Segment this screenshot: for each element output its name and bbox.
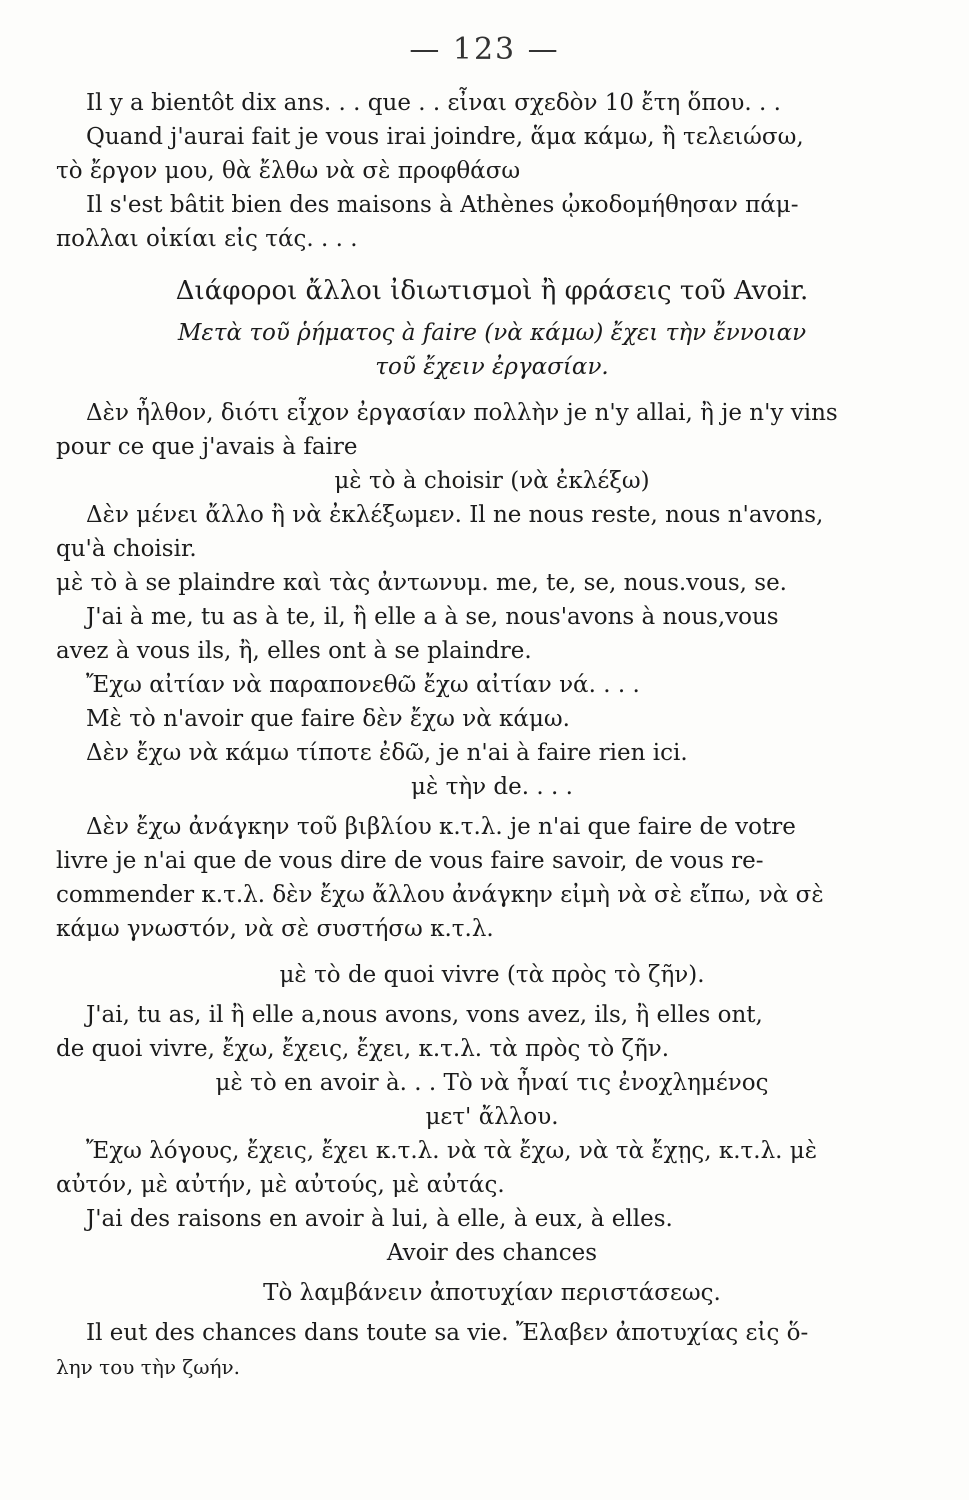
- subheading: μὲ τὴν de. . . .: [411, 774, 573, 800]
- text-line: αὐτόν, μὲ αὐτήν, μὲ αὐτούς, μὲ αὐτάς.: [56, 1172, 505, 1198]
- text-line: μὲ τὸ à se plaindre καὶ τὰς ἀντωνυμ. me, te, se, nous.vous, se.: [56, 570, 787, 596]
- text-line: commender κ.τ.λ. δὲν ἔχω ἄλλου ἀνάγκην εἰμὴ νὰ σὲ εἴπω, νὰ σὲ: [56, 882, 824, 908]
- text-line: Ἔχω λόγους, ἔχεις, ἔχει κ.τ.λ. νὰ τὰ ἔχω, νὰ τὰ ἔχῃς, κ.τ.λ. μὲ: [86, 1138, 818, 1164]
- text-line: J'ai, tu as, il ἢ elle a,nous avons, vons avez, ils, ἢ elles ont,: [86, 1002, 763, 1028]
- text-line: Quand j'aurai fait je vous irai joindre, ἅμα κάμω, ἢ τελειώσω,: [86, 124, 804, 150]
- text-line: Δὲν ἦλθον, διότι εἶχον ἐργασίαν πολλὴν je n'y allai, ἢ je n'y vins: [86, 400, 838, 426]
- text-line: Δὲν μένει ἄλλο ἢ νὰ ἐκλέξωμεν. Il ne nous reste, nous n'avons,: [86, 502, 824, 528]
- page-number: — 123 —: [409, 32, 560, 67]
- text-line: Il y a bientôt dix ans. . . que . . εἶναι σχεδὸν 10 ἔτη ὅπου. . .: [86, 90, 781, 116]
- text-line: Il eut des chances dans toute sa vie. Ἔλαβεν ἀποτυχίας εἰς ὅ-: [86, 1320, 809, 1346]
- text-line: πολλαι οἰκίαι εἰς τάς. . . .: [56, 226, 358, 252]
- subheading: Avoir des chances: [386, 1240, 598, 1266]
- text-line: J'ai des raisons en avoir à lui, à elle, à eux, à elles.: [86, 1206, 673, 1232]
- text-line: Μὲ τὸ n'avoir que faire δὲν ἔχω νὰ κάμω.: [86, 706, 570, 732]
- text-line: J'ai à me, tu as à te, il, ἢ elle a à se, nous'avons à nous,vous: [86, 604, 779, 630]
- text-line: λην του τὴν ζωήν.: [56, 1355, 241, 1379]
- subheading: μὲ τὸ en avoir à. . . Τὸ νὰ ἦναί τις ἐνοχλημένος: [215, 1070, 769, 1096]
- text-line: de quoi vivre, ἔχω, ἔχεις, ἔχει, κ.τ.λ. τὰ πρὸς τὸ ζῆν.: [56, 1036, 670, 1062]
- subheading: μετ' ἄλλου.: [425, 1104, 559, 1130]
- text-line: Il s'est bâtit bien des maisons à Athènes ᾠκοδομήθησαν πάμ-: [86, 192, 799, 218]
- text-line: Δὲν ἔχω νὰ κάμω τίποτε ἐδῶ, je n'ai à faire rien ici.: [86, 740, 688, 766]
- subheading: μὲ τὸ de quoi vivre (τὰ πρὸς τὸ ζῆν).: [279, 962, 705, 988]
- text-line: τὸ ἔργον μου, θὰ ἔλθω νὰ σὲ προφθάσω: [56, 158, 521, 184]
- text-line: livre je n'ai que de vous dire de vous faire savoir, de vous re-: [56, 848, 764, 874]
- section-intro: τοῦ ἔχειν ἐργασίαν.: [375, 354, 609, 380]
- subheading: μὲ τὸ à choisir (νὰ ἐκλέξω): [334, 468, 650, 494]
- text-line: pour ce que j'avais à faire: [56, 434, 358, 460]
- page-body: [56, 86, 928, 1384]
- section-heading: Διάφοροι ἄλλοι ἰδιωτισμοὶ ἢ φράσεις τοῦ Avoir.: [175, 276, 809, 306]
- text-line: Δὲν ἔχω ἀνάγκην τοῦ βιβλίου κ.τ.λ. je n'ai que faire de votre: [86, 814, 796, 840]
- text-line: qu'à choisir.: [56, 536, 197, 562]
- section-intro: Μετὰ τοῦ ῥήματος à faire (νὰ κάμω) ἔχει τὴν ἔννοιαν: [177, 320, 807, 346]
- text-line: Ἔχω αἰτίαν νὰ παραπονεθῶ ἔχω αἰτίαν νά. . . .: [86, 672, 640, 698]
- subheading: Τὸ λαμβάνειν ἀποτυχίαν περιστάσεως.: [263, 1280, 721, 1306]
- text-line: avez à vous ils, ἢ, elles ont à se plaindre.: [56, 638, 532, 664]
- text-line: κάμω γνωστόν, νὰ σὲ συστήσω κ.τ.λ.: [56, 916, 494, 942]
